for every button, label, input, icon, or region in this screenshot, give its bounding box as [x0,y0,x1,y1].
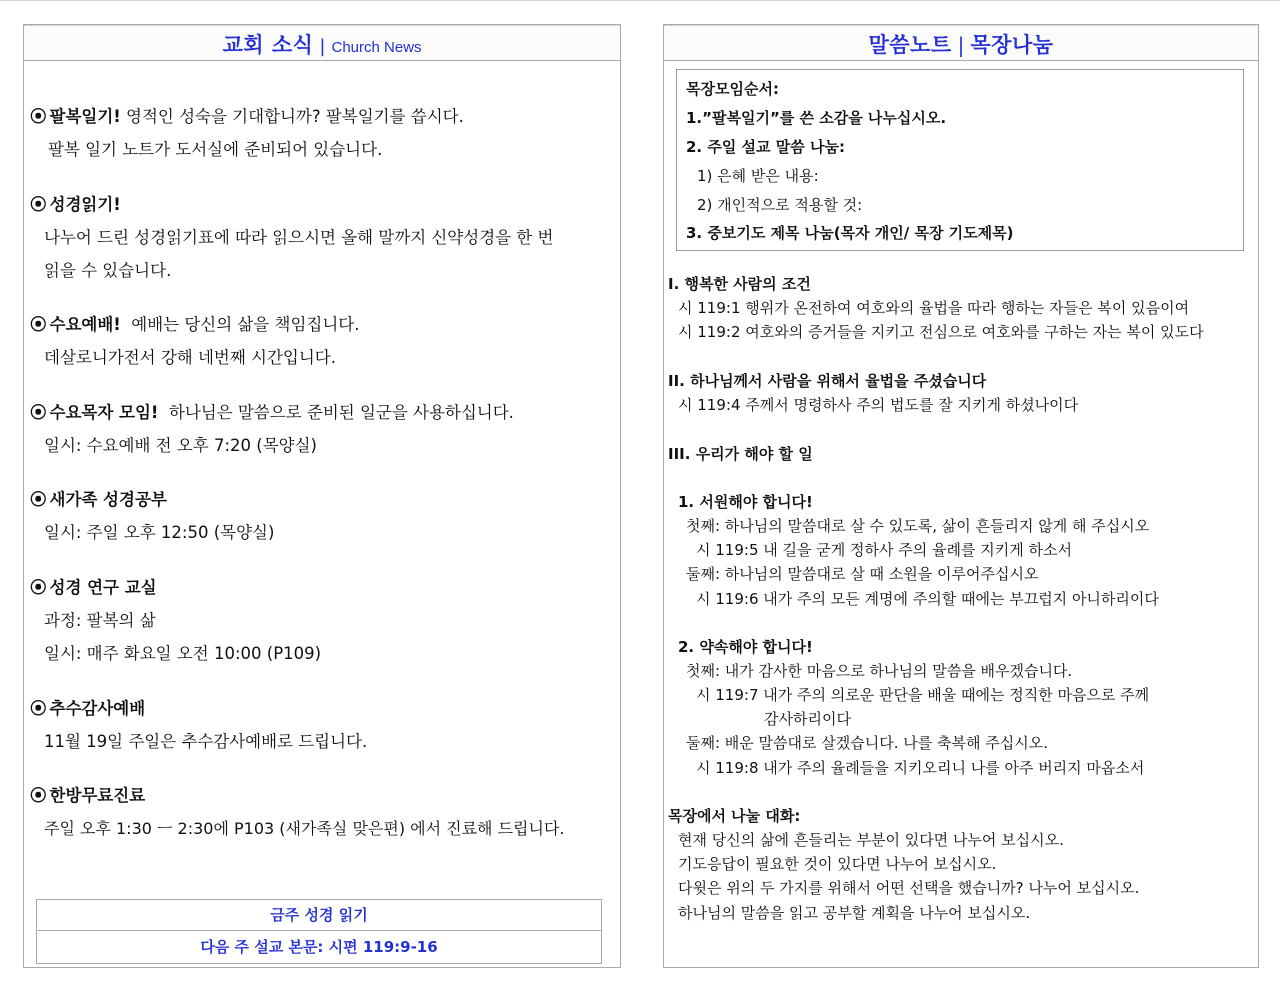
weekly-reading-box: 금주 성경 읽기 [36,899,602,931]
news-item-title: ⦿ 성경읽기! [30,195,121,214]
church-news-subtitle: Church News [331,39,422,56]
church-news-header [24,25,620,61]
church-news-title: 교회 소식 [222,33,314,57]
news-item-line: 일시: 주일 오후 12:50 (목양실) [44,523,275,542]
news-item-title: ⦿ 수요예배! 예배는 당신의 삶을 책임집니다. [30,315,360,334]
news-item-line: 주일 오후 1:30 ㅡ 2:30에 P103 (새가족실 맞은편) 에서 진료해 드립니다. [44,819,565,838]
talk-line: 기도응답이 필요한 것이 있다면 나누어 보십시오. [678,855,997,873]
verse-line: 시 119:4 주께서 명령하사 주의 법도를 잘 지키게 하셨나이다 [678,396,1079,414]
news-item-title: ⦿ 새가족 성경공부 [30,490,167,509]
verse-line: 시 119:1 행위가 온전하여 여호와의 율법을 따라 행하는 자들은 복이 있음이여 [678,299,1190,317]
bullet-icon: ⦿ [30,578,47,597]
bullet-icon: ⦿ [30,403,47,422]
point-line: 둘째: 배운 말씀대로 살겠습니다. 나를 축복해 주십시오. [686,734,1048,752]
point-line: 첫째: 하나님의 말씀대로 살 수 있도록, 삶이 흔들리지 않게 해 주십시오 [686,517,1150,535]
verse-line: 시 119:7 내가 주의 의로운 판단을 배울 때에는 정직한 마음으로 주께 [696,686,1150,704]
bullet-icon: ⦿ [30,107,47,126]
meeting-order-title: 목장모임순서: [686,80,779,98]
sermon-note-panel [663,24,1259,968]
news-item-line: 팔복 일기 노트가 도서실에 준비되어 있습니다. [48,140,383,159]
section-heading: III. 우리가 해야 할 일 [668,445,813,463]
subsection-heading: 1. 서원해야 합니다! [678,493,813,511]
news-item-title: ⦿ 추수감사예배 [30,699,146,718]
sermon-note-header [664,25,1258,61]
verse-line: 시 119:8 내가 주의 율례들을 지키오리니 나를 아주 버리지 마옵소서 [696,759,1145,777]
talk-heading: 목장에서 나눌 대화: [668,807,801,825]
news-item-title: ⦿ 성경 연구 교실 [30,578,157,597]
cell-sharing-title: 목장나눔 [970,33,1054,57]
point-line: 둘째: 하나님의 말씀대로 살 때 소원을 이루어주십시오 [686,565,1039,583]
news-item-line: 일시: 매주 화요일 오전 10:00 (P109) [44,644,322,663]
meeting-order-item: 1.”팔복일기”를 쓴 소감을 나누십시오. [686,109,947,127]
talk-line: 하나님의 말씀을 읽고 공부할 계획을 나누어 보십시오. [678,904,1031,922]
talk-line: 다윗은 위의 두 가지를 위해서 어떤 선택을 했습니까? 나누어 보십시오. [678,879,1140,897]
verse-line: 시 119:2 여호와의 증거들을 지키고 전심으로 여호와를 구하는 자는 복이 있도다 [678,323,1204,341]
news-item-line: 과정: 팔복의 삶 [44,611,156,630]
talk-line: 현재 당신의 삶에 흔들리는 부분이 있다면 나누어 보십시오. [678,831,1064,849]
sermon-note-title: 말씀노트 [868,33,952,57]
news-item-line: 읽을 수 있습니다. [44,261,172,280]
meeting-order-item: 2) 개인적으로 적용할 것: [697,196,863,214]
meeting-order-item: 3. 중보기도 제목 나눔(목자 개인/ 목장 기도제목) [686,224,1014,242]
next-sermon-box: 다음 주 설교 본문: 시편 119:9-16 [36,930,602,964]
verse-line-continued: 감사하리이다 [764,710,851,728]
subsection-heading: 2. 약속해야 합니다! [678,638,813,656]
bullet-icon: ⦿ [30,699,47,718]
church-news-panel [23,24,621,968]
meeting-order-item: 2. 주일 설교 말씀 나눔: [686,138,845,156]
news-item-line: 11월 19일 주일은 추수감사예배로 드립니다. [44,732,368,751]
top-rule [0,0,1280,1]
header-separator: | [319,36,326,57]
news-item-line: 일시: 수요예배 전 오후 7:20 (목양실) [44,436,317,455]
point-line: 첫째: 내가 감사한 마음으로 하나님의 말씀을 배우겠습니다. [686,662,1073,680]
meeting-order-box [676,69,1244,251]
news-item-title: ⦿ 팔복일기! 영적인 성숙을 기대합니까? 팔복일기를 씁시다. [30,107,464,126]
header-separator: | [957,33,965,57]
news-item-line: 나누어 드린 성경읽기표에 따라 읽으시면 올해 말까지 신약성경을 한 번 [44,228,554,247]
bullet-icon: ⦿ [30,315,47,334]
news-item-title: ⦿ 한방무료진료 [30,786,146,805]
section-heading: I. 행복한 사람의 조건 [668,275,811,293]
bullet-icon: ⦿ [30,195,47,214]
news-item-line: 데살로니가전서 강해 네번째 시간입니다. [44,348,336,367]
meeting-order-item: 1) 은혜 받은 내용: [697,167,819,185]
section-heading: II. 하나님께서 사람을 위해서 율법을 주셨습니다 [668,372,987,390]
verse-line: 시 119:6 내가 주의 모든 계명에 주의할 때에는 부끄럽지 아니하리이다 [696,590,1159,608]
news-item-title: ⦿ 수요목자 모임! 하나님은 말씀으로 준비된 일군을 사용하십니다. [30,403,514,422]
bullet-icon: ⦿ [30,490,47,509]
bullet-icon: ⦿ [30,786,47,805]
verse-line: 시 119:5 내 길을 굳게 정하사 주의 율례를 지키게 하소서 [696,541,1072,559]
